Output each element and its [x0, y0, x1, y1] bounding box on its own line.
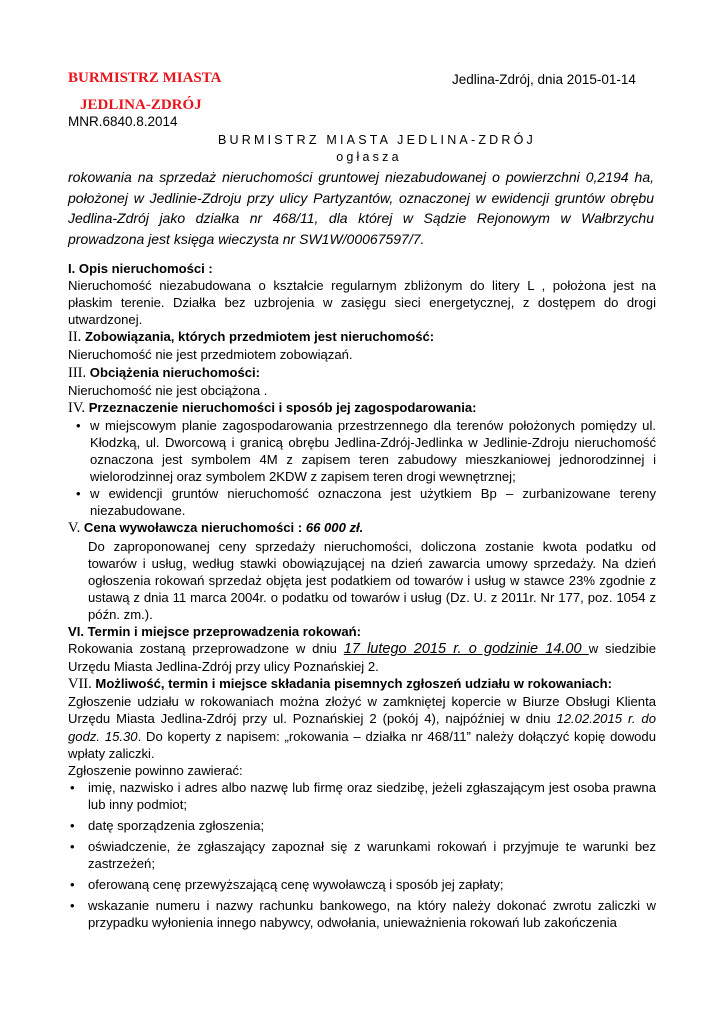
requirements-list: [68, 779, 656, 932]
section-title: Obciążenia nieruchomości:: [89, 364, 261, 380]
section-6-heading: [68, 623, 656, 640]
list-item: • oświadczenie, że zgłaszający zapoznał się z warunkami rokowań i przyjmuje te warunki bez zastrzeżeń;: [68, 838, 656, 872]
reference-number: MNR.6840.8.2014: [68, 114, 178, 129]
section-number: VI.: [68, 623, 85, 639]
section-5-text: Do zaproponowanej ceny sprzedaży nieruchomości, doliczona zostanie kwota podatku od towarów i usług, według stawki obowiązującej na dzień zawarcia umowy sprzedaży. Na dzień ogłoszenia rokowań sprzedaż objęta jest podatkiem od towarów i usług w stawce 23% zgodnie z ustawą z dnia 11 marca 2004r. o podatku od towarów i usług (Dz. U. z 2011r. Nr 177, poz. 1054 z późn. zm.).: [88, 538, 656, 622]
price-value: 66 000 zł.: [305, 520, 364, 536]
section-4-heading: [68, 399, 656, 417]
section-title: Termin i miejsce przeprowadzenia rokowań:: [87, 623, 362, 639]
text-fragment: w siedzibie Urzędu Miasta Jedlina-Zdrój przy ulicy Poznańskiej 2.: [68, 641, 657, 675]
list-item: • wskazanie numeru i nazwy rachunku bankowego, na który należy dokonać zwrotu zaliczki w przypadku wyłonienia innego nabywcy, odwołania, unieważnienia rokowań lub zakończenia: [68, 897, 656, 931]
section-number: I.: [68, 261, 76, 276]
requirements-intro: Zgłoszenie powinno zawierać:: [68, 762, 243, 778]
section-6-text: [68, 640, 656, 675]
section-title: Możliwość, termin i miejsce składania pisemnych zgłoszeń udziału w rokowaniach:: [95, 676, 613, 692]
section-title: Przeznaczenie nieruchomości i sposób jej zagospodarowania:: [88, 399, 477, 415]
section-title: Cena wywoławcza nieruchomości :: [83, 520, 306, 536]
issuer-heading: [68, 70, 222, 114]
issuer-line-1: BURMISTRZ MIASTA: [68, 70, 222, 86]
text-fragment: . Do koperty z napisem: „rokowania – działka nr 468/11” należy dołączyć kopię dowodu wpłaty zaliczki.: [68, 728, 657, 761]
section-7-heading: [68, 675, 656, 693]
place-date: Jedlina-Zdrój, dnia 2015-01-14: [452, 72, 636, 87]
list-item: • w ewidencji gruntów nieruchomość oznaczona jest użytkiem Bp – zurbanizowane tereny niezabudowane.: [68, 485, 656, 519]
section-title: Opis nieruchomości :: [78, 261, 213, 276]
section-1-heading: [68, 260, 656, 277]
section-1-text: Nieruchomość niezabudowana o kształcie regularnym zbliżonym do litery L , położona jest na płaskim terenie. Działka bez uzbrojenia w zasięgu sieci energetycznej, z dostępem do drogi utwardzonej.: [68, 278, 656, 328]
section-7-text: [68, 693, 656, 761]
list-item: • w miejscowym planie zagospodarowania przestrzennego dla terenów położonych pomiędzy ul. Kłodzką, ul. Dworcową i granicą obrębu Jedlina-Zdrój-Jedlinka w Jedlinie-Zdroju nieruchomość oznaczona jest symbolem 4M z zapisem teren zabudowy mieszkaniowej jednorodzinnej i wielorodzinnej oraz symbolem 2KDW z zapisem teren drogi wewnętrznej;: [68, 417, 656, 485]
section-3-text: Nieruchomość nie jest obciążona .: [68, 382, 268, 398]
list-item: • imię, nazwisko i adres albo nazwę lub firmę oraz siedzibę, jeżeli zgłaszającym jest osoba prawna lub inny podmiot;: [68, 779, 656, 813]
section-4-list: [68, 417, 656, 520]
issuer-line-2: JEDLINA-ZDRÓJ: [80, 97, 202, 113]
section-number: III.: [68, 364, 87, 381]
section-number: IV.: [68, 399, 86, 416]
text-fragment: Zgłoszenie udziału w rokowaniach można złożyć w zamkniętej kopercie w Biurze Obsługi Klienta Urzędu Miasta Jedlina-Zdrój przy ul. Poznańskiej 2 (pokój 4), najpóźniej w dniu: [68, 694, 656, 727]
section-3-heading: [68, 364, 656, 382]
list-item: • datę sporządzenia zgłoszenia;: [68, 817, 656, 834]
announcement-verb: ogłasza: [336, 150, 402, 164]
text-fragment: Rokowania zostaną przeprowadzone w dniu: [68, 641, 344, 657]
section-2-heading: [68, 328, 656, 346]
section-5-heading: [68, 519, 656, 537]
announcement-title: BURMISTRZ MIASTA JEDLINA-ZDRÓJ: [217, 133, 536, 147]
section-number: V.: [68, 520, 81, 537]
intro-paragraph: rokowania na sprzedaż nieruchomości gruntowej niezabudowanej o powierzchni 0,2194 ha, położonej w Jedlinie-Zdroju przy ulicy Partyzantów, oznaczonej w ewidencji gruntów obrębu Jedlina-Zdrój jako działka nr 468/11, dla której w Sądzie Rejonowym w Wałbrzychu prowadzona jest księga wieczysta nr SW1W/00067597/7.: [68, 169, 654, 247]
submission-deadline: 12.02.2015 r. do godz. 15.30: [68, 711, 657, 744]
section-number: II.: [68, 329, 82, 346]
list-item: • oferowaną cenę przewyższającą cenę wywoławczą i sposób jej zapłaty;: [68, 876, 656, 893]
document-body: [68, 260, 656, 932]
auction-date-time: 17 lutego 2015 r. o godzinie 14.00: [343, 641, 589, 658]
section-number: VII.: [68, 676, 92, 693]
section-title: Zobowiązania, których przedmiotem jest nieruchomość:: [84, 329, 435, 345]
section-2-text: Nieruchomość nie jest przedmiotem zobowiązań.: [68, 347, 353, 363]
